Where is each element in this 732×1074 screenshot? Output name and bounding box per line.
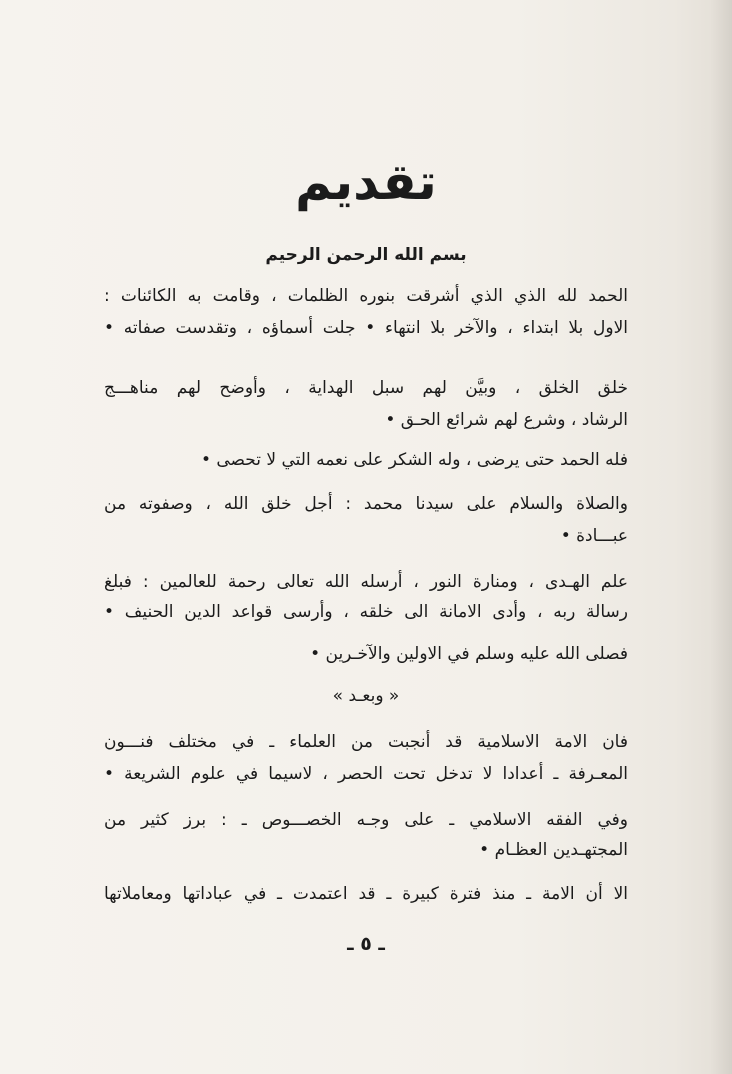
text-line-12: المعـرفة ـ أعدادا لا تدخل تحت الحصر ، لاسيما في علوم الشريعة • (104, 764, 628, 784)
text-line-6: والصلاة والسلام على سيدنا محمد : أجل خلق الله ، وصفوته من (104, 494, 628, 514)
text-line-5: فله الحمد حتى يرضى ، وله الشكر على نعمه التي لا تحصى • (200, 450, 628, 470)
text-line-3: خلق الخلق ، وبيَّن لهم سبل الهداية ، وأوضح لهم مناهـــج (104, 378, 628, 398)
text-line-10: فصلى الله عليه وسلم في الاولين والآخـرين • (310, 644, 628, 664)
text-line-14: المجتهـدين العظـام • (479, 840, 628, 860)
text-line-7: عبـــادة • (560, 526, 628, 546)
basmala-heading: بسم الله الرحمن الرحيم (265, 245, 467, 265)
text-line-11: فان الامة الاسلامية قد أنجبت من العلماء ـ في مختلف فنـــون (104, 732, 628, 752)
page-title: تقديم (295, 153, 437, 211)
text-line-9: رسالة ربه ، وأدى الامانة الى خلقه ، وأرسى قواعد الدين الحنيف • (104, 602, 628, 622)
text-line-8: علم الهـدى ، ومنارة النور ، أرسله الله تعالى رحمة للعالمين : فبلغ (104, 572, 628, 592)
text-line-1: الحمد لله الذي الذي أشرقت بنوره الظلمات ، وقامت به الكائنات : (104, 286, 628, 306)
page-number: ـ ٥ ـ (347, 933, 385, 955)
text-line-2: الاول بلا ابتداء ، والآخر بلا انتهاء • جلت أسماؤه ، وتقدست صفاته • (104, 318, 628, 338)
text-line-4: الرشاد ، وشرع لهم شرائع الحـق • (385, 410, 628, 430)
text-line-13: وفي الفقه الاسلامي ـ على وجـه الخصـــوص ـ : برز كثير من (104, 810, 628, 830)
text-line-15: الا أن الامة ـ منذ فترة كبيرة ـ قد اعتمدت ـ في عباداتها ومعاملاتها (104, 884, 628, 904)
section-heading-wa-baad: « وبعـد » (332, 686, 400, 706)
